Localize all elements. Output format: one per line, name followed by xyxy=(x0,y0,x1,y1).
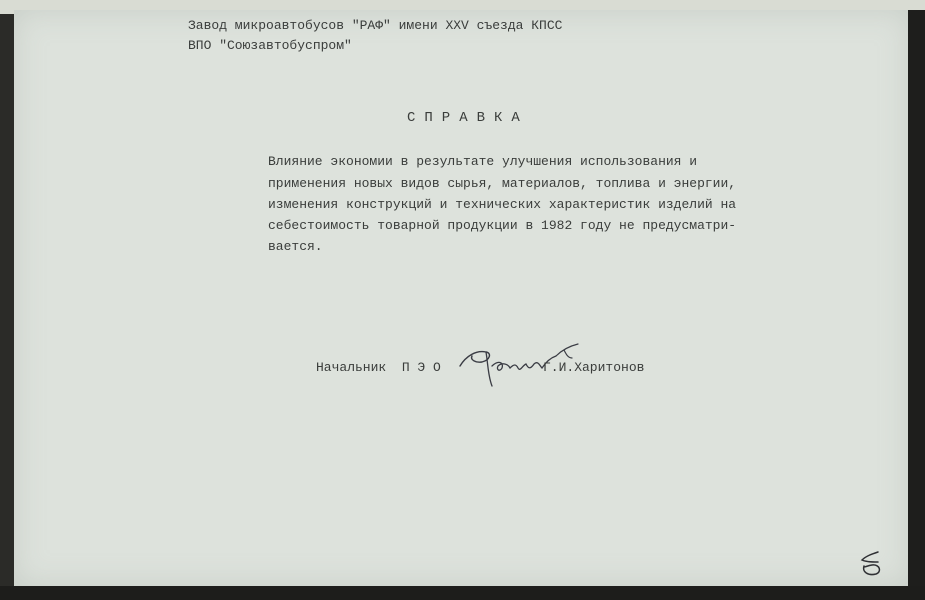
page-bottom-edge xyxy=(0,586,925,600)
signatory-name: Г.И.Харитонов xyxy=(543,360,645,375)
body-line: изменения конструкций и технических характеристик изделий на xyxy=(268,197,737,212)
signatory-position: Начальник П Э О xyxy=(316,360,441,375)
page-right-edge xyxy=(908,10,925,600)
document-sheet xyxy=(14,10,910,586)
body-line: вается. xyxy=(268,239,323,254)
body-line: Влияние экономии в результате улучшения использования и xyxy=(268,154,698,169)
body-line: себестоимость товарной продукции в 1982 году не предусматри- xyxy=(268,218,737,233)
document-title: СПРАВКА xyxy=(407,110,529,126)
header-ministry: ВПО "Союзавтобуспром" xyxy=(188,38,352,53)
header-organization: Завод микроавтобусов "РАФ" имени XXV съезда КПСС xyxy=(188,18,563,33)
body-line: применения новых видов сырья, материалов, топлива и энергии, xyxy=(268,176,737,191)
handwritten-page-number xyxy=(858,550,884,578)
